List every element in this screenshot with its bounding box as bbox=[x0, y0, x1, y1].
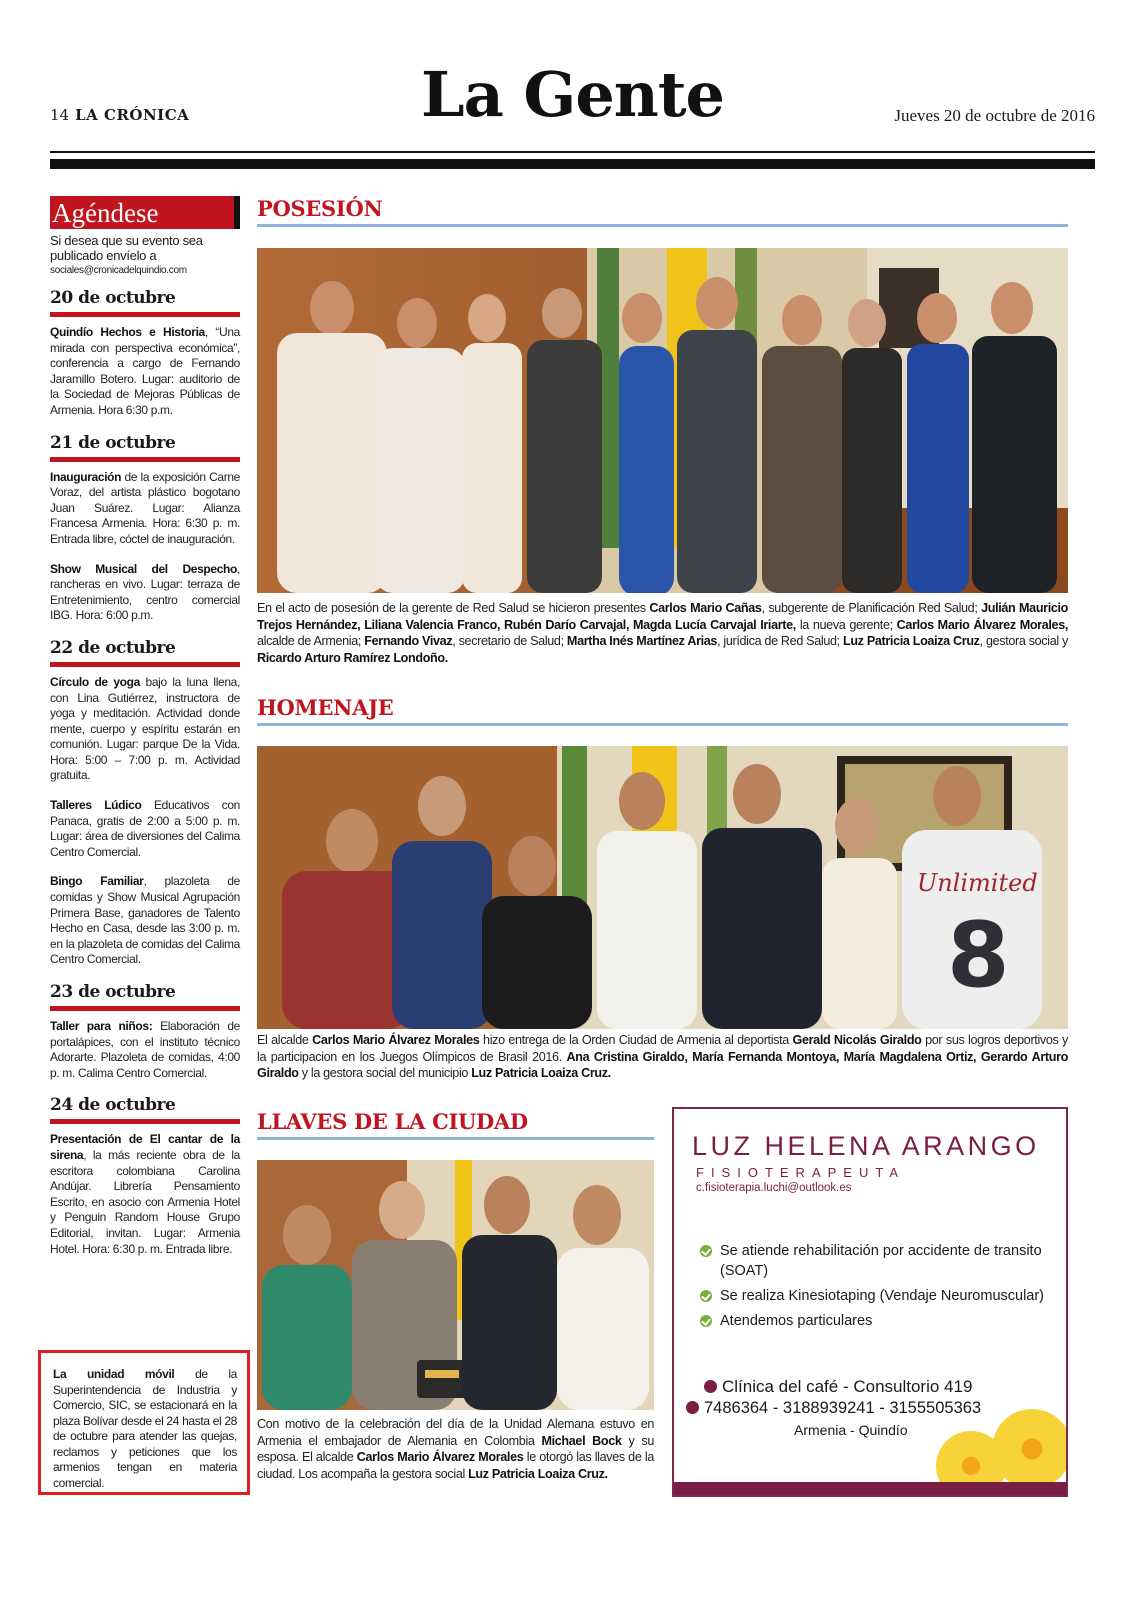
agenda-event-title: Taller para niños: bbox=[50, 1019, 153, 1033]
advert-profession: FISIOTERAPEUTA bbox=[696, 1165, 905, 1180]
caption-name: Luz Patricia Loaiza Cruz. bbox=[471, 1066, 611, 1080]
advert-clinic bbox=[704, 1377, 972, 1397]
caption-name: Ricardo Arturo Ramírez Londoño. bbox=[257, 650, 448, 665]
advert-service-text: Atendemos particulares bbox=[720, 1313, 873, 1329]
agenda-event-title: Círculo de yoga bbox=[50, 674, 140, 689]
agenda-event-text: , “Una mirada con perspectiva económica”, conferencia a cargo de Fernando Jaramillo Botero. Lugar: auditorio de la Sociedad de Mejoras Públicas de Armenia. Hora 6:30 p.m. bbox=[50, 325, 241, 417]
page-number-value: 14 bbox=[50, 106, 70, 124]
issue-date: Jueves 20 de octubre de 2016 bbox=[894, 106, 1095, 125]
advert-service-item bbox=[700, 1286, 1060, 1306]
advert-services bbox=[700, 1241, 1060, 1336]
caption-run: y su esposa. El alcalde bbox=[257, 1433, 654, 1464]
masthead-rule-thin bbox=[50, 151, 1095, 153]
agenda-event bbox=[50, 798, 240, 860]
caption-posesion bbox=[257, 600, 1068, 666]
agenda-intro bbox=[50, 233, 240, 278]
section-title: La Gente bbox=[421, 58, 724, 131]
check-icon bbox=[700, 1290, 712, 1302]
paper-name: LA CRÓNICA bbox=[75, 106, 190, 124]
agenda-event-text: , la más reciente obra de la escritora colombiana Carolina Andújar. Librería Pensamiento Escrito, en asocio con Armenia Hotel y Penguin Random House Grupo Editorial, invitan. Lugar: Armenia Hotel. Hora: 6:30 p. m. Entrada libre. bbox=[50, 1147, 240, 1256]
agenda-event-text: Elaboración de portalápices, con el instituto técnico Adorarte. Plazoleta de comidas, 4:00 p. m. Calima Centro Comercial. bbox=[50, 1019, 240, 1080]
check-icon bbox=[700, 1315, 712, 1327]
article-heading-llaves: LLAVES DE LA CIUDAD bbox=[257, 1109, 528, 1134]
agenda-event-text: bajo la luna llena, con Lina Gutiérrez, instructora de yoga y meditación. Actividad donde mente, cuerpo y espíritu estarán en comunión. Lugar: parque De la Vida. Hora: 5:00 – 7:00 p. m. Actividad gratuita. bbox=[50, 674, 240, 783]
notice-box bbox=[38, 1350, 250, 1495]
caption-name: Carlos Mario Álvarez Morales bbox=[312, 1033, 480, 1047]
heading-rule bbox=[257, 723, 1068, 726]
photo-homenaje bbox=[257, 746, 1068, 1029]
location-pin-icon bbox=[704, 1380, 717, 1393]
caption-run: hizo entrega de la Orden Ciudad de Armenia al deportista bbox=[479, 1033, 793, 1047]
notice-text: de la Superintendencia de Industria y Comercio, SIC, se estacionará en la plaza Bolívar desde el 24 hasta el 28 de octubre para atender las quejas, reclamos y peticiones que los armenios tengan en materia comercial. bbox=[53, 1367, 237, 1490]
agenda-day-heading: 24 de octubre bbox=[50, 1095, 240, 1124]
article-heading-homenaje: HOMENAJE bbox=[257, 695, 394, 720]
caption-run: alcalde de Armenia; bbox=[257, 634, 365, 648]
advert-service-text: Se realiza Kinesiotaping (Vendaje Neuromuscular) bbox=[720, 1288, 1045, 1304]
photo-llaves-illustration bbox=[257, 1160, 654, 1410]
caption-run: por sus logros deportivos y la participacion en los Juegos Olímpicos de Brasil 2016. bbox=[257, 1033, 1068, 1064]
advert-service-item bbox=[700, 1311, 1060, 1331]
caption-run: , jurídica de Red Salud; bbox=[717, 634, 843, 648]
caption-name: Fernando Vivaz bbox=[364, 634, 453, 648]
masthead-rule-thick bbox=[50, 159, 1095, 169]
notice-title: La unidad móvil bbox=[53, 1367, 175, 1381]
caption-run: y la gestora social del municipio bbox=[298, 1066, 472, 1080]
agenda-event-text: , plazoleta de comidas y Show Musical Agrupación Primera Base, ganadores de Talento Hecho en Casa, desde las 3:00 p. m. en la plazoleta de comidas del Calima Centro Comercial. bbox=[50, 874, 240, 967]
caption-name: Carlos Mario Álvarez Morales bbox=[356, 1450, 524, 1464]
check-icon bbox=[700, 1245, 712, 1257]
caption-name: Gerald Nicolás Giraldo bbox=[792, 1033, 922, 1047]
caption-run: Con motivo de la celebración del día de la Unidad Alemana estuvo en Armenia el embajador de Alemania en Colombia bbox=[257, 1417, 654, 1448]
agenda-title: Agéndese bbox=[50, 196, 240, 229]
caption-name: Julián Mauricio Trejos Hernández, Liliana Valencia Franco, Rubén Darío Carvajal, Magda Lucía Carvajal Iriarte, bbox=[257, 601, 1069, 632]
photo-posesion bbox=[257, 248, 1068, 593]
caption-run: le otorgó las llaves de la ciudad. Los acompaña la gestora social bbox=[257, 1450, 654, 1481]
caption-name: Michael Bock bbox=[541, 1433, 622, 1448]
caption-homenaje bbox=[257, 1032, 1068, 1082]
caption-llaves bbox=[257, 1416, 654, 1482]
svg-text:Unlimited: Unlimited bbox=[917, 869, 1038, 897]
advert-clinic-text: Clínica del café - Consultorio 419 bbox=[722, 1377, 973, 1396]
advert-name: LUZ HELENA ARANGO bbox=[692, 1131, 1040, 1161]
agenda-event-title: Inauguración bbox=[50, 469, 122, 484]
caption-run: El alcalde bbox=[257, 1033, 313, 1047]
advert-phones bbox=[686, 1399, 981, 1418]
photo-homenaje-illustration bbox=[257, 746, 1068, 1029]
caption-name: Carlos Mario Álvarez Morales, bbox=[896, 617, 1068, 632]
caption-run: la nueva gerente; bbox=[795, 617, 897, 632]
caption-name: Martha Inés Martínez Arias bbox=[566, 634, 718, 648]
advert-service-item bbox=[700, 1241, 1060, 1281]
agenda-event-title: Show Musical del Despecho bbox=[50, 561, 238, 576]
agenda-day-heading: 23 de octubre bbox=[50, 982, 240, 1011]
flower-decoration bbox=[992, 1409, 1068, 1489]
caption-llaves-text bbox=[257, 1417, 654, 1481]
agenda-event bbox=[50, 470, 240, 548]
agenda-event bbox=[50, 1132, 240, 1257]
advert-service-text: Se atiende rehabilitación por accidente de transito (SOAT) bbox=[720, 1243, 1042, 1279]
caption-run: , gestora social y bbox=[979, 634, 1068, 648]
agenda-event-title: Bingo Familiar bbox=[50, 874, 144, 889]
masthead bbox=[50, 50, 1095, 160]
agenda-event bbox=[50, 325, 240, 419]
agenda-event-text: Educativos con Panaca, gratis de 2:00 a 5:00 p. m. Lugar: área de diversiones del Calima Centro Comercial. bbox=[50, 798, 240, 859]
agenda-event-text: , rancheras en vivo. Lugar: terraza de Entretenimiento, centro comercial IBG. Hora: 6:00 p.m. bbox=[50, 561, 240, 623]
agenda-event bbox=[50, 675, 240, 784]
agenda-day-heading: 22 de octubre bbox=[50, 638, 240, 667]
advert-fisioterapia bbox=[672, 1107, 1068, 1497]
agenda-email[interactable]: sociales@cronicadelquindio.com bbox=[50, 265, 187, 276]
agenda-days bbox=[50, 288, 240, 1257]
caption-run: , subgerente de Planificación Red Salud; bbox=[761, 601, 982, 615]
agenda-event bbox=[50, 562, 240, 624]
caption-run: , secretario de Salud; bbox=[452, 634, 567, 648]
agenda-event bbox=[50, 874, 240, 968]
agenda-event-title: Quindío Hechos e Historia bbox=[50, 325, 205, 339]
heading-rule bbox=[257, 224, 1068, 227]
article-heading-posesion: POSESIÓN bbox=[257, 196, 383, 221]
advert-bottom-bar bbox=[674, 1482, 1066, 1495]
caption-name: Ana Cristina Giraldo, María Fernanda Montoya, María Magdalena Ortiz, Gerardo Arturo Giraldo bbox=[257, 1049, 1068, 1080]
phone-icon bbox=[686, 1401, 699, 1414]
agenda-event bbox=[50, 1019, 240, 1081]
caption-posesion-text bbox=[257, 601, 1068, 665]
caption-run: En el acto de posesión de la gerente de Red Salud se hicieron presentes bbox=[257, 601, 650, 615]
agenda-day-heading: 21 de octubre bbox=[50, 433, 240, 462]
advert-phones-text[interactable]: 7486364 - 3188939241 - 3155505363 bbox=[704, 1399, 982, 1417]
agenda-event-title: Presentación de El cantar de la sirena bbox=[50, 1132, 240, 1162]
caption-homenaje-text bbox=[257, 1033, 1068, 1080]
agenda-day-heading: 20 de octubre bbox=[50, 288, 240, 317]
caption-name: Luz Patricia Loaiza Cruz bbox=[843, 634, 980, 648]
caption-name: Luz Patricia Loaiza Cruz. bbox=[468, 1466, 608, 1481]
photo-llaves bbox=[257, 1160, 654, 1410]
agenda-event-text: de la exposición Carne Voraz, del artista plástico bogotano Juan Suárez. Lugar: Alianza Francesa Armenia. Hora: 6:30 p. m. Entrada libre, cóctel de inauguración. bbox=[50, 469, 240, 546]
heading-rule bbox=[257, 1137, 654, 1140]
advert-city: Armenia - Quindío bbox=[794, 1422, 908, 1438]
svg-text:8: 8 bbox=[947, 903, 1010, 1008]
advert-email[interactable]: c.fisioterapia.luchi@outlook.es bbox=[696, 1182, 852, 1194]
photo-posesion-illustration bbox=[257, 248, 1068, 593]
caption-name: Carlos Mario Cañas bbox=[649, 601, 762, 615]
agenda-column bbox=[50, 196, 240, 1257]
agenda-event-title: Talleres Lúdico bbox=[50, 798, 142, 813]
agenda-intro-text: Si desea que su evento sea publicado envíelo a bbox=[50, 233, 203, 263]
